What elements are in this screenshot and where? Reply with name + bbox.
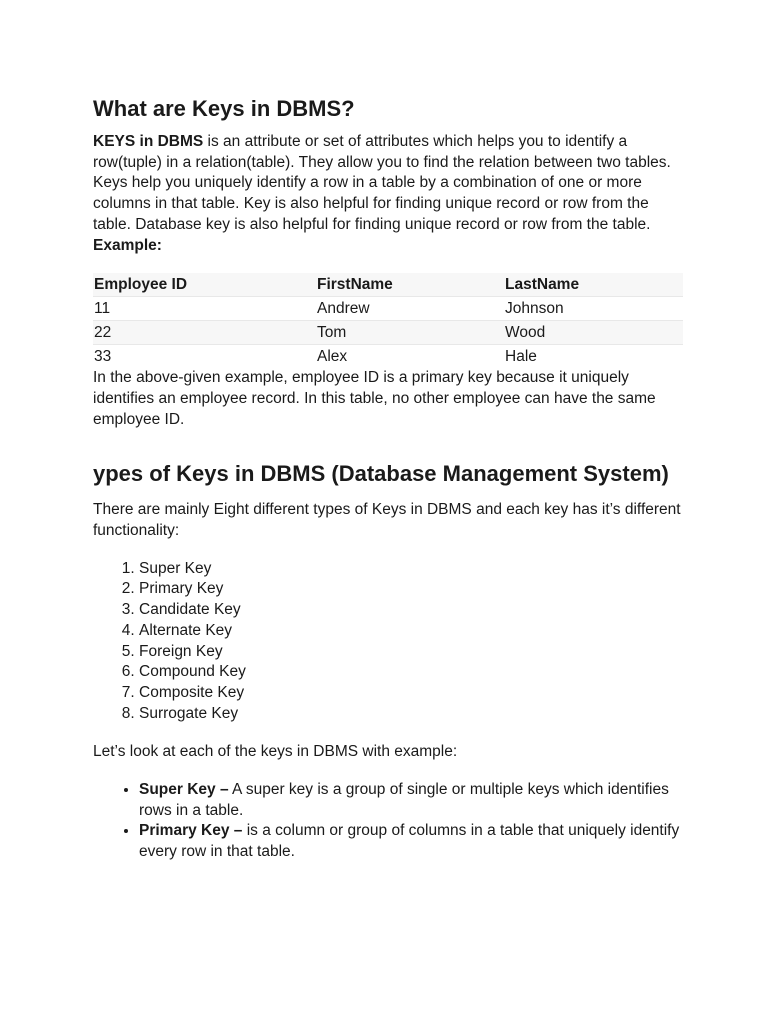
definition-term: Primary Key – bbox=[139, 822, 243, 840]
list-item: 3. Candidate Key bbox=[139, 600, 684, 621]
cell-firstname: Tom bbox=[316, 321, 504, 345]
list-item: 2. Primary Key bbox=[139, 579, 684, 600]
intro-bold-term: KEYS in DBMS bbox=[93, 133, 204, 150]
list-item: 7. Composite Key bbox=[139, 683, 684, 704]
header-employee-id: Employee ID bbox=[93, 273, 316, 297]
list-item: 4. Alternate Key bbox=[139, 621, 684, 642]
list-item: 6. Compound Key bbox=[139, 662, 684, 683]
intro-text: is an attribute or set of attributes which helps you to identify a row(tuple) in a relation(table). They allow you to find the relation between two tables. Keys help you uniquely identify a row in a table by a combination of one or more columns in that table. Key is also helpful for finding unique record or row from the table. Database key is also helpful for finding unique record or row from the table. bbox=[93, 133, 671, 233]
definitions-list bbox=[93, 780, 684, 863]
after-table-paragraph: In the above-given example, employee ID is a primary key because it uniquely identifies an employee record. In this table, no other employee can have the same employee ID. bbox=[93, 369, 656, 428]
table-row bbox=[93, 321, 683, 345]
cell-employee-id: 33 bbox=[94, 348, 112, 366]
list-item: 1. Super Key bbox=[139, 559, 684, 580]
definition-term: Super Key – bbox=[139, 781, 229, 799]
cell-firstname: Andrew bbox=[316, 297, 504, 321]
key-types-list bbox=[93, 559, 684, 725]
cell-lastname: Wood bbox=[504, 321, 683, 345]
list-item bbox=[139, 821, 684, 862]
lead-in-paragraph: Let’s look at each of the keys in DBMS with example: bbox=[93, 743, 458, 761]
cell-employee-id: 11 bbox=[93, 297, 316, 321]
definition-text: A super key is a group of single or multiple keys which identifies rows in a table. bbox=[139, 781, 669, 819]
cell-lastname: Hale bbox=[505, 348, 537, 366]
section-intro: There are mainly Eight different types of Keys in DBMS and each key has it’s different functionality: bbox=[93, 501, 681, 540]
cell-lastname: Johnson bbox=[504, 297, 683, 321]
list-item bbox=[139, 780, 684, 821]
page-title: What are Keys in DBMS? bbox=[93, 96, 355, 121]
cell-firstname: Alex bbox=[317, 348, 348, 366]
employee-table bbox=[93, 273, 683, 368]
intro-paragraph bbox=[93, 132, 684, 236]
list-item: 5. Foreign Key bbox=[139, 642, 684, 663]
header-lastname: LastName bbox=[504, 273, 683, 297]
section-title: ypes of Keys in DBMS (Database Management System) bbox=[93, 461, 669, 487]
list-item: 8. Surrogate Key bbox=[139, 704, 684, 725]
table-row bbox=[93, 345, 683, 369]
cell-employee-id: 22 bbox=[93, 321, 316, 345]
definition-text: is a column or group of columns in a table that uniquely identify every row in that table. bbox=[139, 822, 680, 861]
table-header-row bbox=[93, 273, 683, 297]
table-row bbox=[93, 297, 683, 321]
example-label: Example: bbox=[93, 236, 162, 254]
header-firstname: FirstName bbox=[316, 273, 504, 297]
